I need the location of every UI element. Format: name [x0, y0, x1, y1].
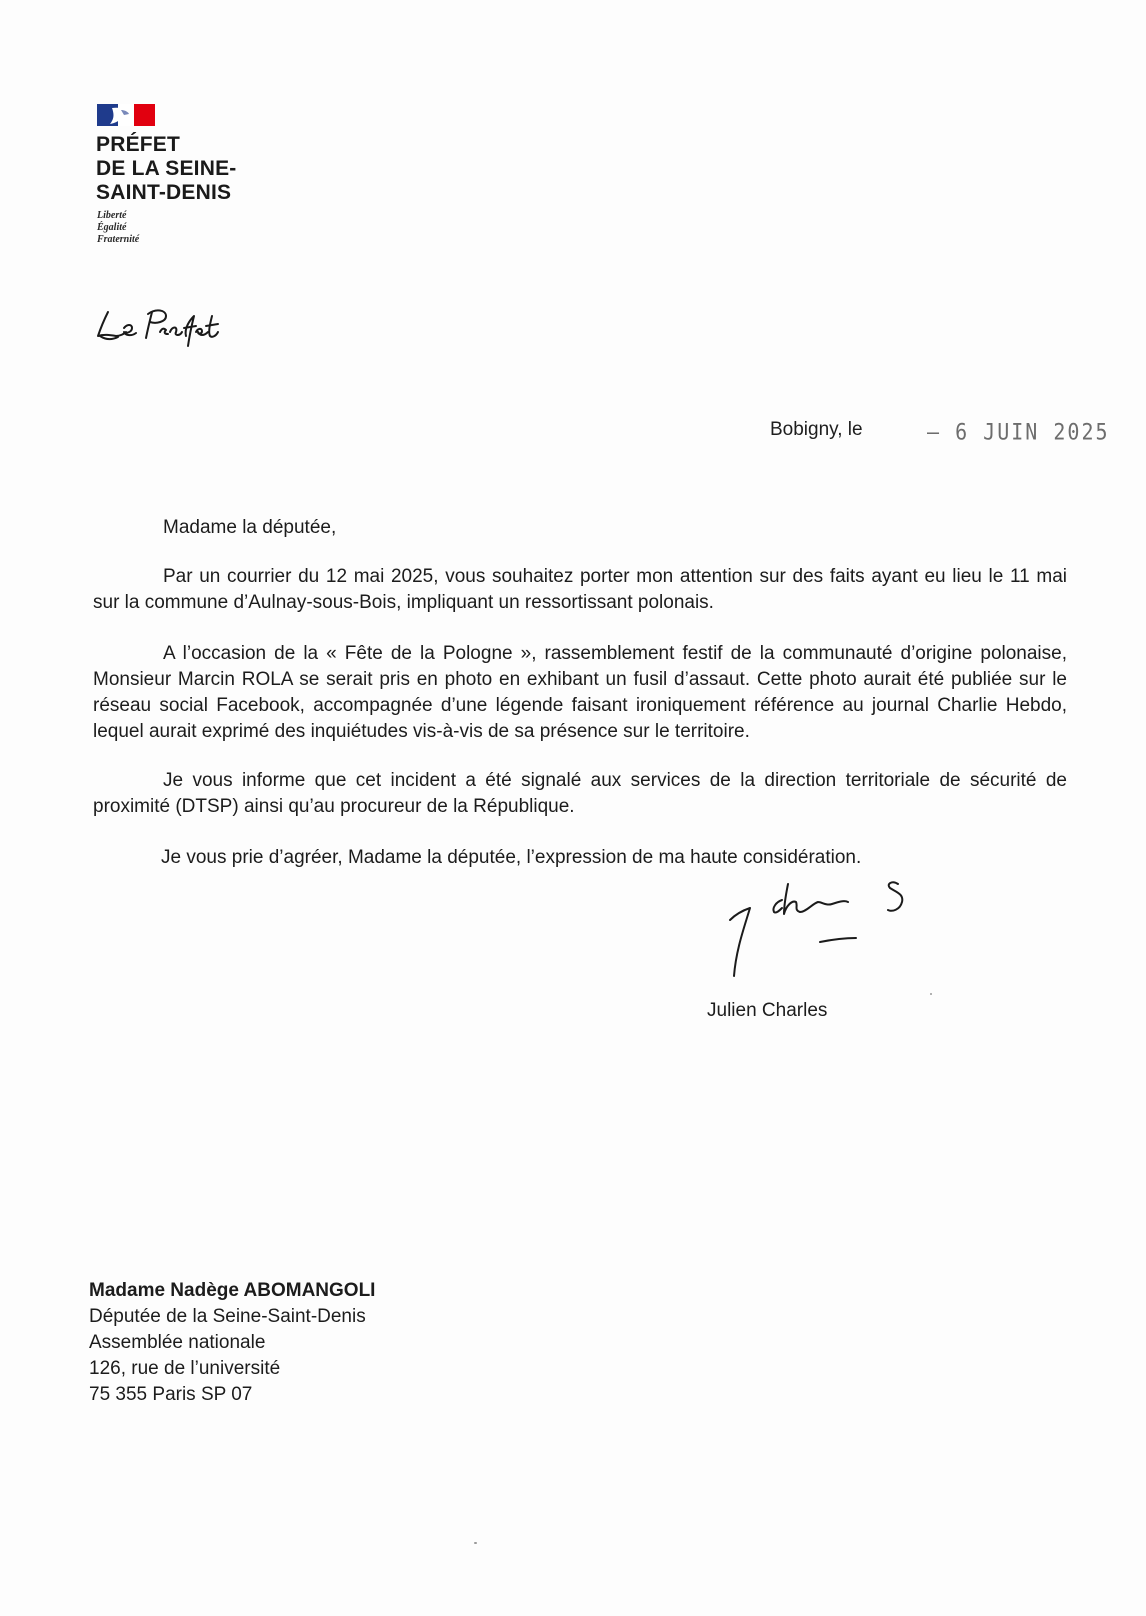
date-stamp: – 6 JUIN 2025: [927, 418, 1110, 446]
paragraph-text: A l’occasion de la « Fête de la Pologne », rassemblement festif de la communauté d’origine polonaise, Monsieur Marcin ROLA se serait pris en photo en exhibant un fusil d’assaut. Cette photo aurait été publiée sur le réseau social Facebook, accompagnée d’une légende faisant ironiquement référence au journal Charlie Hebdo, lequel aurait exprimé des inquiétudes vis-à-vis de sa présence sur le territoire.: [93, 643, 1067, 742]
paragraph-text: Je vous informe que cet incident a été signalé aux services de la direction territoriale de sécurité de proximité (DTSP) ainsi qu’au procureur de la République.: [93, 770, 1067, 817]
recipient-name: Madame Nadège ABOMANGOLI: [89, 1280, 376, 1301]
paragraph-text: Par un courrier du 12 mai 2025, vous souhaitez porter mon attention sur des faits ayant eu lieu le 11 mai sur la commune d’Aulnay-sous-Bois, impliquant un ressortissant polonais.: [93, 566, 1067, 613]
recipient-address-line: Députée de la Seine-Saint-Denis: [89, 1306, 366, 1327]
recipient-address-line: 126, rue de l’université: [89, 1358, 281, 1379]
prefecture-title-line: PRÉFET: [96, 133, 181, 156]
motto-line: Liberté: [97, 210, 127, 221]
recipient-address-line: Assemblée nationale: [89, 1332, 266, 1353]
recipient-address-line: 75 355 Paris SP 07: [89, 1384, 253, 1405]
scan-speck: [474, 1542, 477, 1544]
letter-paragraph: [93, 564, 1067, 616]
prefecture-title-line: DE LA SEINE-: [96, 157, 237, 180]
recipient-address: [89, 1278, 375, 1408]
republic-motto: [97, 210, 139, 246]
prefecture-title-line: SAINT-DENIS: [96, 181, 232, 204]
letter-paragraph: [93, 641, 1067, 745]
salutation: Madame la députée,: [163, 517, 337, 538]
prefecture-title: [96, 133, 236, 205]
handwritten-signature: [722, 880, 942, 990]
date-place: Bobigny, le: [770, 419, 863, 440]
scan-speck: [930, 993, 932, 995]
closing-formula: Je vous prie d’agréer, Madame la députée, l’expression de ma haute considération.: [161, 847, 862, 868]
motto-line: Égalité: [97, 222, 127, 233]
letter-paragraph: [93, 768, 1067, 820]
le-prefet-calligraphy: [94, 302, 224, 350]
marianne-logo-icon: [97, 104, 155, 126]
signer-name: Julien Charles: [707, 1000, 828, 1021]
motto-line: Fraternité: [97, 234, 140, 245]
